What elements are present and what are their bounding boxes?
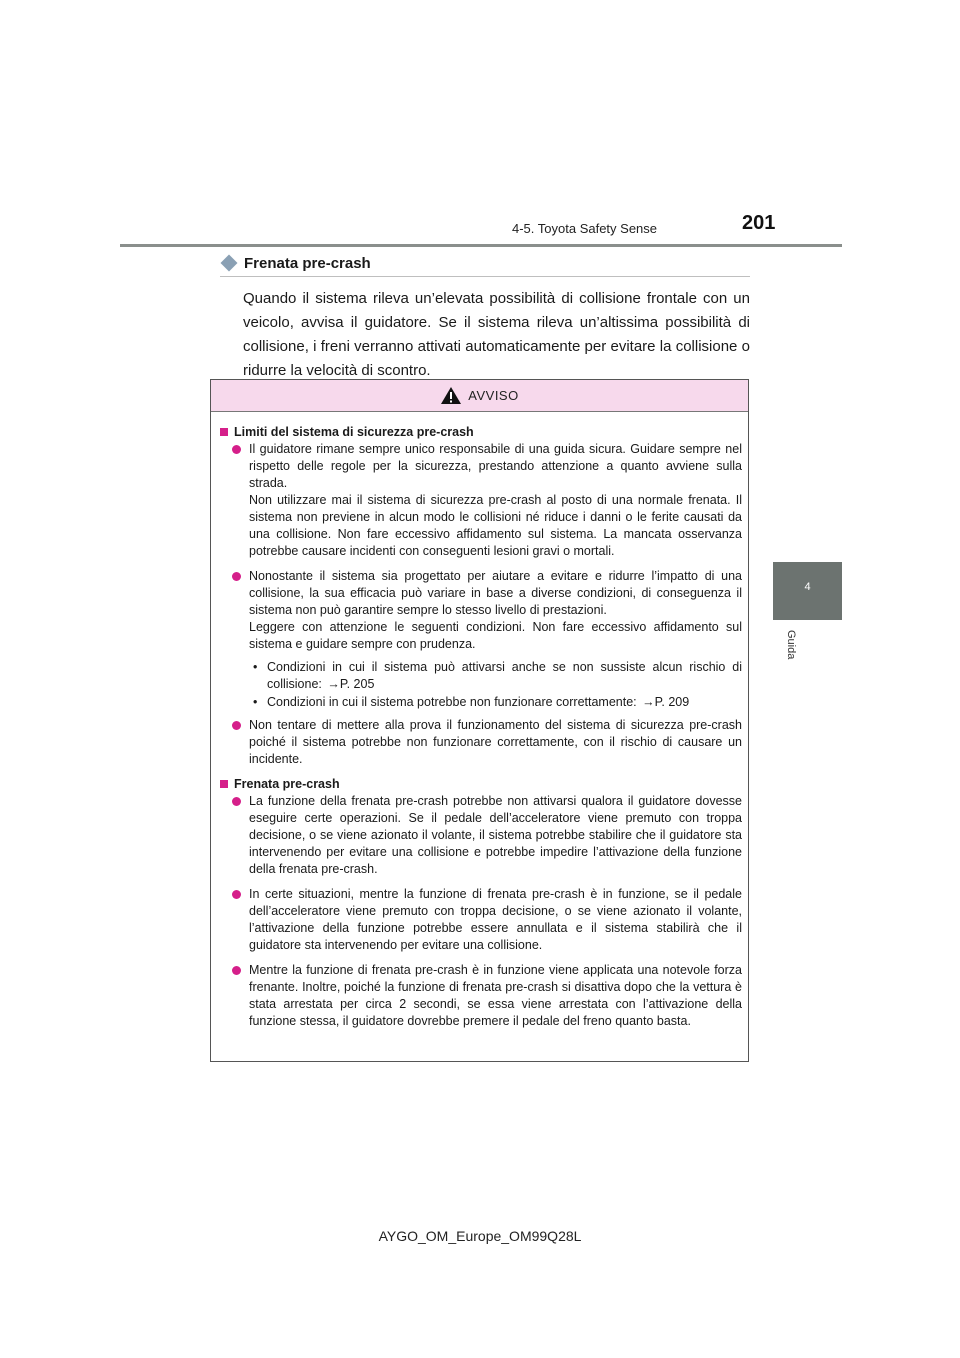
- bullet-paragraph: Nonostante il sistema sia progettato per aiutare a evitare e ridurre l’impatto di una collisione, la sua efficacia può variare in base a diverse condizioni, di conseguenza il sistema non può garantire sempre lo stesso livello di prestazioni.: [249, 569, 742, 617]
- bullet-paragraph: Non utilizzare mai il sistema di sicurezza pre-crash al posto di una normale frenata. Il sistema non previene in alcun modo le collisioni né riduce i danni o le ferite causati da una collisione. Non fare eccessivo affidamento sul sistema. La mancata osservanza potrebbe causare incidenti con conseguenti lesioni gravi o mortali.: [249, 493, 742, 558]
- group-title: Limiti del sistema di sicurezza pre-crash: [234, 425, 474, 439]
- warning-bullet: [220, 441, 742, 560]
- sub-item-body: [267, 694, 689, 711]
- warning-box: [210, 379, 749, 1062]
- round-bullet-icon: [232, 890, 241, 899]
- section-frenata: [220, 252, 750, 383]
- bullet-text: Non tentare di mettere alla prova il funzionamento del sistema di sicurezza pre-crash poiché il sistema potrebbe non funzionare correttamente, con il rischio di causare un incidente.: [249, 718, 742, 766]
- warning-bullet: [220, 717, 742, 768]
- warning-body: [211, 412, 748, 1030]
- round-bullet-icon: [232, 572, 241, 581]
- warning-triangle-icon: [440, 386, 462, 405]
- warning-bullet: [220, 793, 742, 878]
- warning-bullet: [220, 962, 742, 1030]
- round-bullet-icon: [232, 966, 241, 975]
- group-heading: [220, 776, 742, 793]
- bullet-text: La funzione della frenata pre-crash potrebbe non attivarsi qualora il guidatore dovesse eseguire certe operazioni. Se il pedale dell’acceleratore viene premuto con troppa decisione, o se viene azionato il volante, il sistema potrebbe stabilire che il guidatore sta intervenendo per evitare una collisione e potrebbe impedire l’attivazione della funzione della frenata pre-crash.: [249, 794, 742, 876]
- header-divider: [120, 244, 842, 247]
- page-number: 201: [742, 212, 776, 234]
- square-bullet-icon: [220, 428, 228, 436]
- group-heading: [220, 424, 742, 441]
- warning-bullet: [220, 886, 742, 954]
- round-bullet-icon: [232, 797, 241, 806]
- bullet-paragraph: Leggere con attenzione le seguenti condizioni. Non fare eccessivo affidamento sul sistema e guidare sempre con prudenza.: [249, 620, 742, 651]
- warning-title: AVVISO: [468, 388, 519, 403]
- sub-item: [253, 694, 742, 711]
- sub-bullet: •: [253, 695, 258, 709]
- sub-list: [220, 659, 742, 711]
- section-heading: [220, 252, 750, 277]
- header-section-title: 4-5. Toyota Safety Sense: [512, 221, 658, 236]
- chapter-label: [783, 630, 803, 690]
- group-title: Frenata pre-crash: [234, 777, 340, 791]
- section-body: Quando il sistema rileva un’elevata possibilità di collisione frontale con un veicolo, avvisa il guidatore. Se il sistema rileva un’altissima possibilità di collisione, i freni verranno attivati automaticamente per evitare la collisione o ridurre la velocità di scontro.: [243, 290, 750, 379]
- page-reference-link[interactable]: →P. 205: [327, 677, 375, 691]
- sub-bullet: •: [253, 660, 258, 674]
- sub-item-text: Condizioni in cui il sistema può attivarsi anche se non sussiste alcun rischio di collisione:: [267, 660, 742, 691]
- bullet-text: In certe situazioni, mentre la funzione di frenata pre-crash è in funzione, se il pedale dell’acceleratore viene premuto con troppa decisione, o se viene azionato il volante, l’attivazione della funzione potrebbe essere annullata e il sistema stabilirà che il guidatore sta intervenendo per evitare una collisione.: [249, 887, 742, 952]
- bullet-paragraph: Il guidatore rimane sempre unico responsabile di una guida sicura. Guidare sempre nel rispetto delle regole per la sicurezza, prestando attenzione a quanto avviene sulla strada.: [249, 442, 742, 490]
- bullet-text: [249, 441, 742, 560]
- warning-bullet: [220, 568, 742, 653]
- sub-item: [253, 659, 742, 693]
- warning-header: [211, 380, 748, 412]
- page-reference-link[interactable]: →P. 209: [642, 695, 690, 709]
- chapter-number: 4: [804, 581, 811, 593]
- sub-item-body: [267, 659, 742, 693]
- chapter-label-text: Guida: [785, 630, 797, 660]
- square-bullet-icon: [220, 780, 228, 788]
- document-id: AYGO_OM_Europe_OM99Q28L: [378, 1228, 582, 1244]
- section-title: Frenata pre-crash: [244, 254, 371, 272]
- warning-group: [220, 424, 742, 768]
- warning-group: [220, 776, 742, 1030]
- bullet-text: [249, 568, 742, 653]
- diamond-bullet-icon: [221, 255, 238, 272]
- round-bullet-icon: [232, 721, 241, 730]
- chapter-tab[interactable]: [773, 562, 842, 620]
- sub-item-text: Condizioni in cui il sistema potrebbe non funzionare correttamente:: [267, 695, 637, 709]
- round-bullet-icon: [232, 445, 241, 454]
- bullet-text: Mentre la funzione di frenata pre-crash è in funzione viene applicata una notevole forza frenante. Inoltre, poiché la funzione di frenata pre-crash si disattiva dopo che la vettura è stata arrestata per circa 2 secondi, se essa viene arrestata con l’attivazione della funzione stessa, il guidatore dovrebbe premere il pedale del freno quanto basta.: [249, 963, 742, 1028]
